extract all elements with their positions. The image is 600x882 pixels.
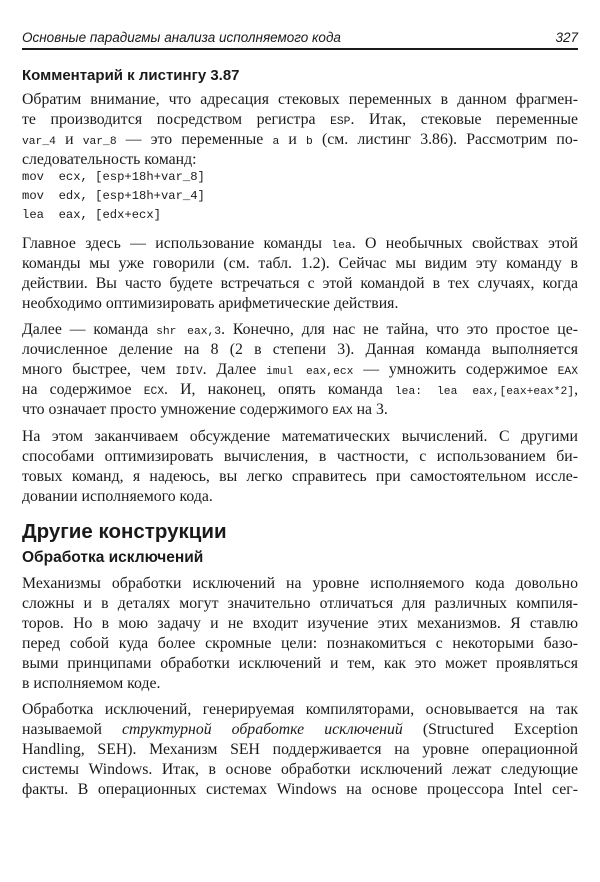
text-line: товых команд, я надеюсь, вы легко справитесь при самостоятельном иссле-	[22, 468, 578, 485]
text-line: действии. Вы часто будете встречаться с этой командой в тех случаях, когда	[22, 275, 578, 292]
page-number: 327	[555, 30, 578, 45]
text-line: необходимо оптимизировать арифметические действия.	[22, 295, 399, 312]
text-line: много быстрее, чем IDIV. Далее imul eax,ecx — умножить содержимое EAX	[22, 361, 578, 378]
running-header-title: Основные парадигмы анализа исполняемого кода	[22, 30, 341, 45]
text-line: перед собой куда более скромные цели: познакомиться с некоторыми базо-	[22, 635, 578, 652]
subsection-heading: Обработка исключений	[22, 549, 204, 566]
text-line: Механизмы обработки исключений на уровне исполняемого кода довольно	[22, 575, 578, 592]
term-seh: структурной обработке исключений	[121, 721, 403, 738]
text-line: лочисленное деление на 8 (2 в степени 3). Данная команда выполняется	[22, 341, 578, 358]
listing-comment-heading: Комментарий к листингу 3.87	[22, 67, 240, 84]
text-line: что означает просто умножение содержимого EAX на 3.	[22, 401, 388, 418]
text-line: Обратим внимание, что адресация стековых переменных в данном фрагмен-	[22, 91, 578, 108]
text-line: системы Windows. Итак, в основе обработки исключений лежат следующие	[22, 761, 578, 778]
text-line: довании исполняемого кода.	[22, 488, 213, 505]
text-line: торов. Но в мою задачу и не входит изучение этих механизмов. Я ставлю	[22, 615, 578, 632]
text-line: Handling, SEH). Механизм SEH поддерживается на уровне операционной	[22, 741, 578, 758]
register-esp: ESP	[330, 116, 351, 128]
section-heading: Другие конструкции	[22, 520, 227, 543]
text-line: на содержимое ECX. И, наконец, опять команда lea: lea eax,[eax+eax*2],	[22, 381, 579, 398]
text-line: На этом заканчиваем обсуждение математических вычислений. С другими	[22, 428, 578, 445]
code-line: mov edx, [esp+18h+var_4]	[22, 189, 205, 203]
text-line: факты. В операционных системах Windows на основе процессора Intel сег-	[22, 781, 578, 798]
text-line: называемой структурной обработке исключений (Structured Exception	[22, 721, 578, 738]
text-line: способами оптимизировать вычисления, в частности, с использованием би-	[22, 448, 578, 465]
code-line: lea eax, [edx+ecx]	[22, 208, 161, 222]
text-line: var_4 и var_8 — это переменные a и b (см. листинг 3.86). Рассмотрим по-	[22, 131, 578, 148]
header-rule	[22, 48, 578, 50]
code-line: mov ecx, [esp+18h+var_8]	[22, 170, 205, 184]
text-line: Главное здесь — использование команды lea. О необычных свойствах этой	[22, 235, 578, 252]
text-line: выми принципами обработки исключений и тем, как это может проявляться	[22, 655, 578, 672]
text-line: сложны и в деталях могут значительно отличаться для различных компиля-	[22, 595, 578, 612]
text-line: Далее — команда shr eax,3. Конечно, для нас не тайна, что это простое це-	[22, 321, 579, 338]
text-line: следовательность команд:	[22, 151, 197, 168]
text-line: те производится посредством регистра ESP. Итак, стековые переменные	[22, 111, 578, 128]
text-line: в исполняемом коде.	[22, 675, 161, 692]
text-line: команды мы уже говорили (см. табл. 1.2). Сейчас мы видим эту команду в	[22, 255, 578, 272]
running-header	[22, 28, 578, 50]
text-line: Обработка исключений, генерируемая компиляторами, основывается на так	[22, 701, 578, 718]
